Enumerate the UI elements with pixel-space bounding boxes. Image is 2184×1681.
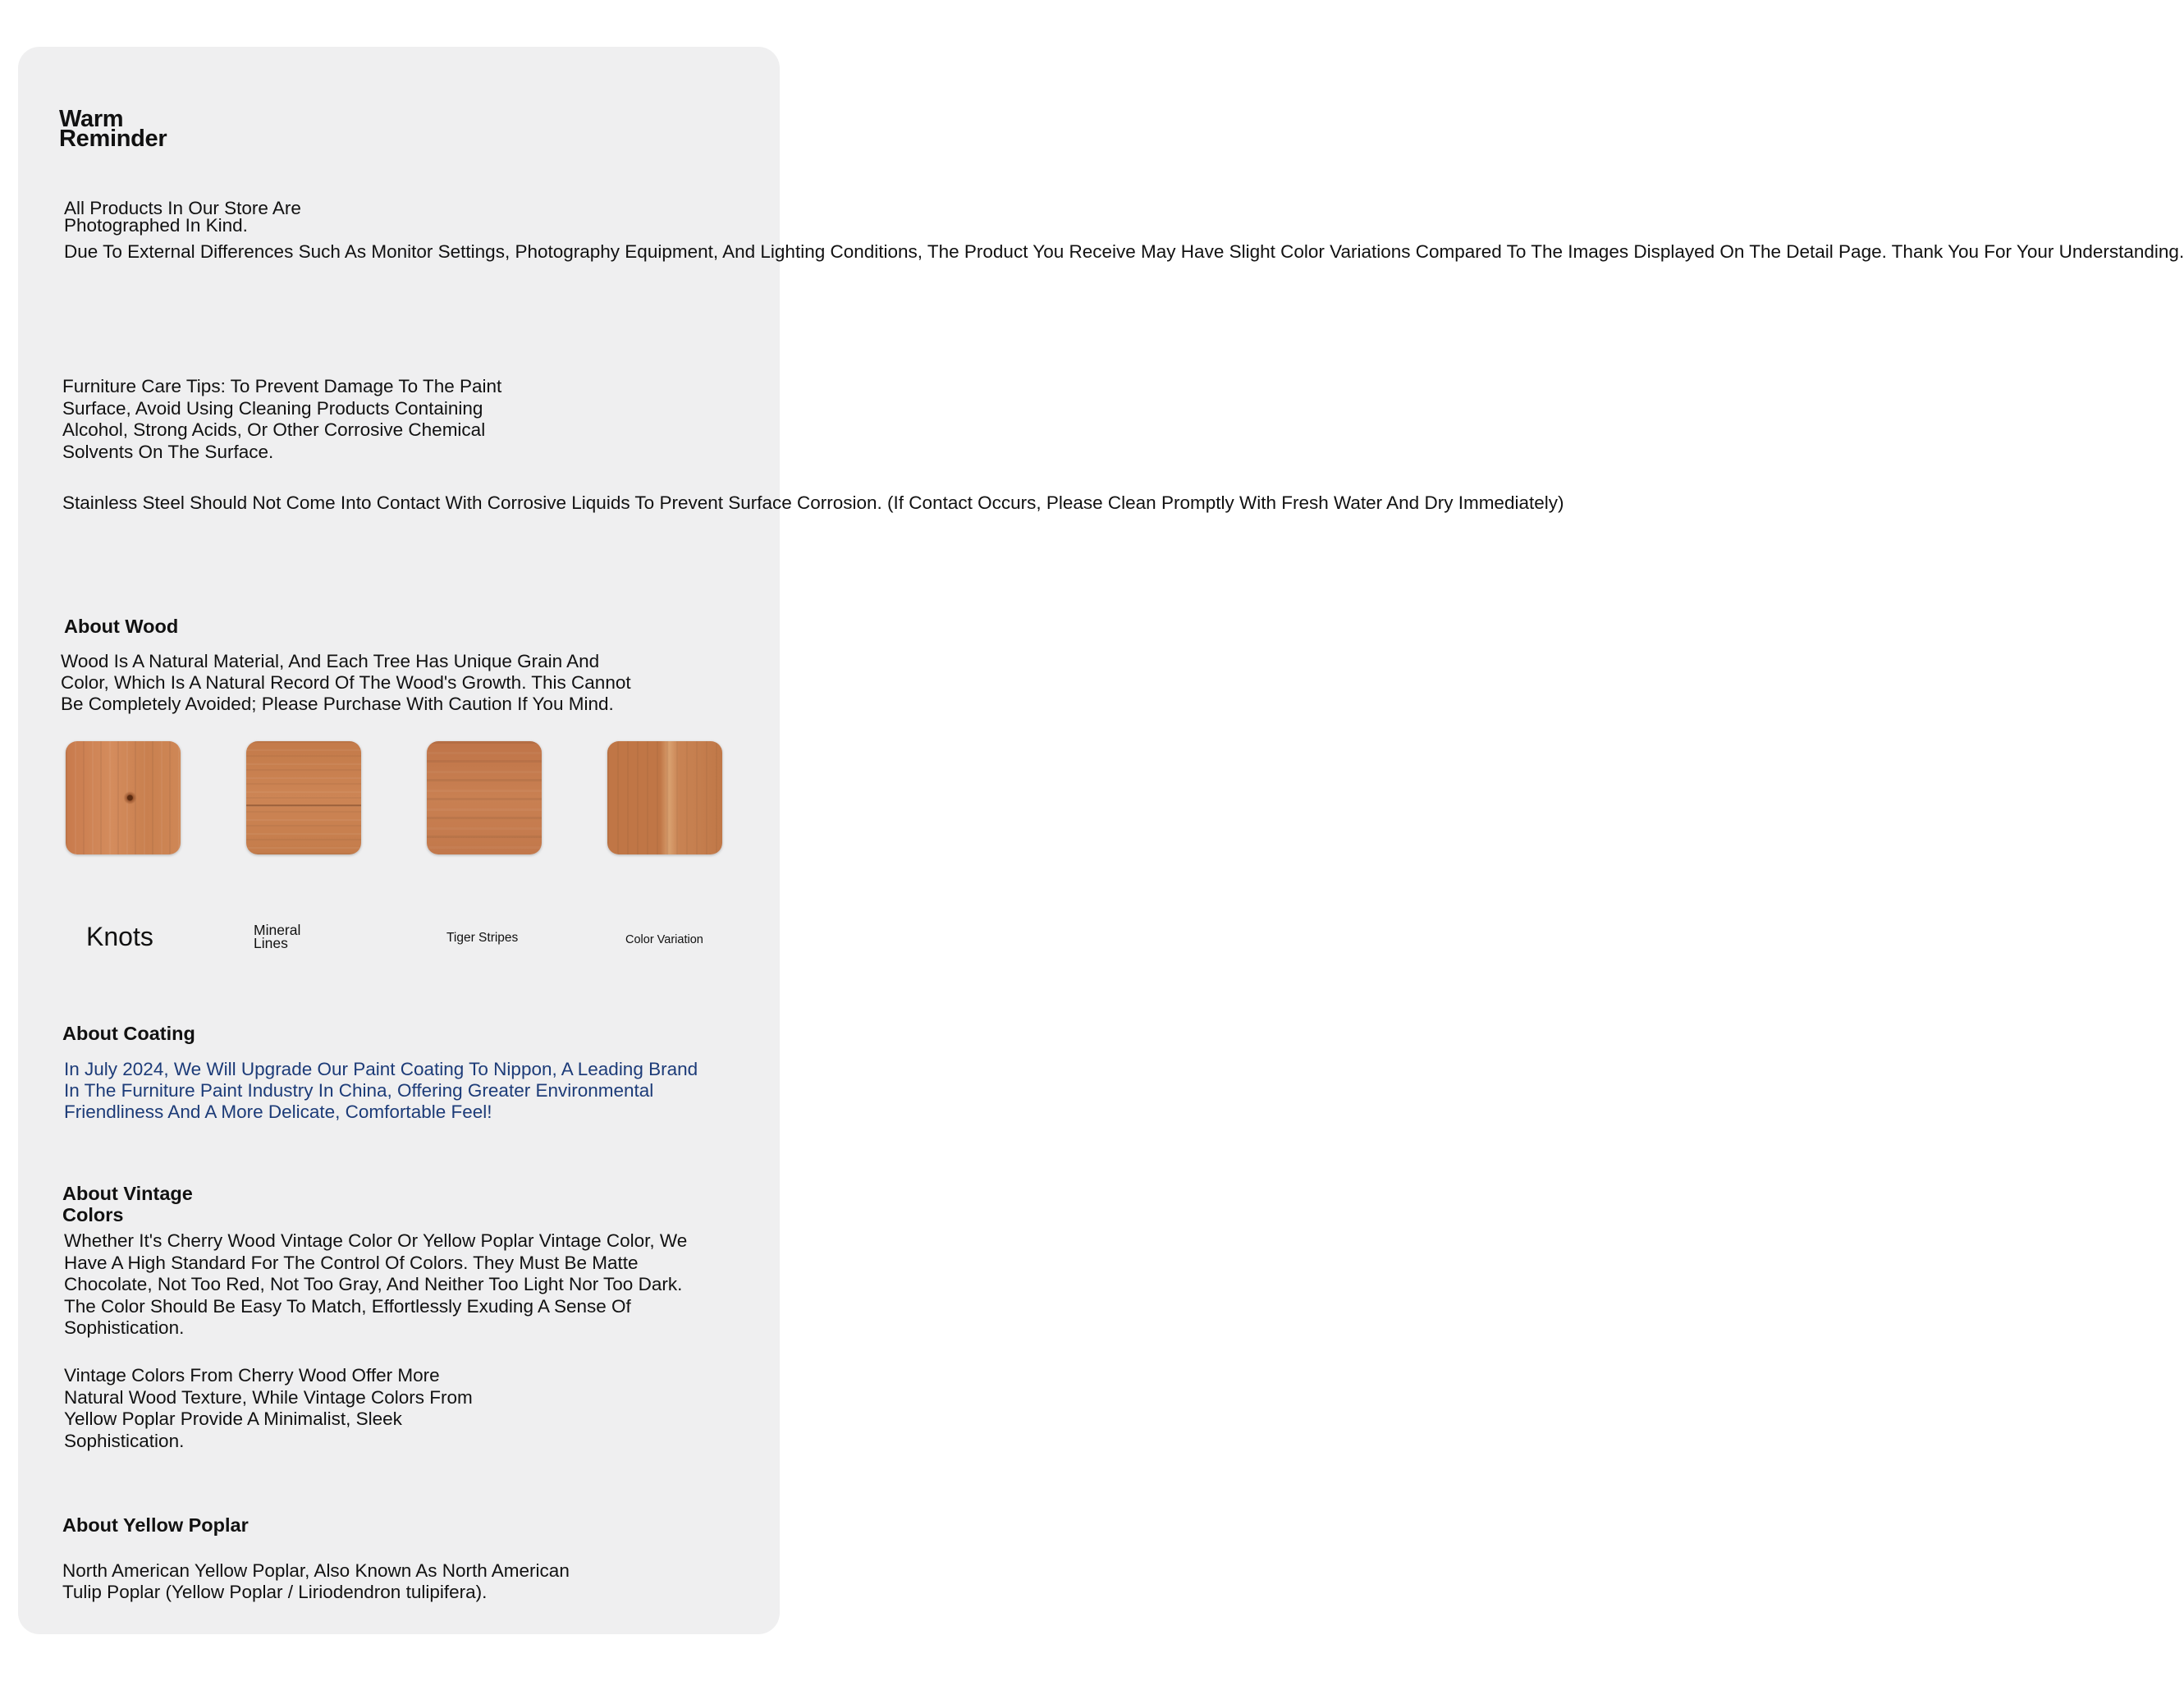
- about-poplar-heading: About Yellow Poplar: [62, 1514, 249, 1536]
- paint-care-tip: Furniture Care Tips: To Prevent Damage To The Paint Surface, Avoid Using Cleaning Products Containing Alcohol, Strong Acids, Or Other Corrosive Chemical Solvents On The Surface.: [62, 376, 502, 462]
- about-wood-text: Wood Is A Natural Material, And Each Tree Has Unique Grain And Color, Which Is A Natural Record Of The Wood's Growth. This Cannot Be Completely Avoided; Please Purchase With Caution If You Mind.: [61, 651, 631, 714]
- about-coating-text: In July 2024, We Will Upgrade Our Paint Coating To Nippon, A Leading Brand In The Furniture Paint Industry In China, Offering Greater Environmental Friendliness And A More Delicate, Comfortable Feel!: [64, 1059, 698, 1122]
- tiger-stripes-wood-sample: [427, 741, 542, 854]
- tiger-stripes-label: Tiger Stripes: [446, 931, 519, 945]
- mineral-lines-label: Mineral Lines: [254, 922, 301, 951]
- knot-wood-sample: [66, 741, 181, 854]
- warm-reminder-title: Warm Reminder: [59, 106, 167, 152]
- about-poplar-text: North American Yellow Poplar, Also Known As North American Tulip Poplar (Yellow Poplar / Liriodendron tulipifera).: [62, 1560, 570, 1602]
- steel-care-tip: Stainless Steel Should Not Come Into Contact With Corrosive Liquids To Prevent Surface Corrosion. (If Contact Occurs, Please Clean Promptly With Fresh Water And Dry Immediately): [62, 492, 1564, 513]
- knots-label: Knots: [86, 922, 153, 951]
- info-card: [18, 47, 2184, 1634]
- about-coating-heading: About Coating: [62, 1023, 195, 1044]
- about-vintage-heading: About Vintage Colors: [62, 1183, 193, 1225]
- vintage-color-comparison-text: Vintage Colors From Cherry Wood Offer More Natural Wood Texture, While Vintage Colors From Yellow Poplar Provide A Minimalist, Sleek Sophistication.: [64, 1365, 473, 1451]
- color-variation-wood-sample: [607, 741, 722, 854]
- about-wood-heading: About Wood: [64, 616, 179, 637]
- mineral-lines-wood-sample: [246, 741, 361, 854]
- color-variation-notice: Due To External Differences Such As Monitor Settings, Photography Equipment, And Lighting Conditions, The Product You Receive May Have Slight Color Variations Compared To The Images Displayed On The Detail Page. Thank You For Your Understanding.: [64, 241, 2184, 262]
- color-variation-label: Color Variation: [625, 933, 703, 946]
- photo-notice-subtitle: All Products In Our Store Are Photographed In Kind.: [64, 198, 301, 236]
- vintage-color-standard-text: Whether It's Cherry Wood Vintage Color Or Yellow Poplar Vintage Color, We Have A High Standard For The Control Of Colors. They Must Be Matte Chocolate, Not Too Red, Not Too Gray, And Neither Too Light Nor Too Dark. The Color Should Be Easy To Match, Effortlessly Exuding A Sense Of Sophistication.: [64, 1230, 688, 1338]
